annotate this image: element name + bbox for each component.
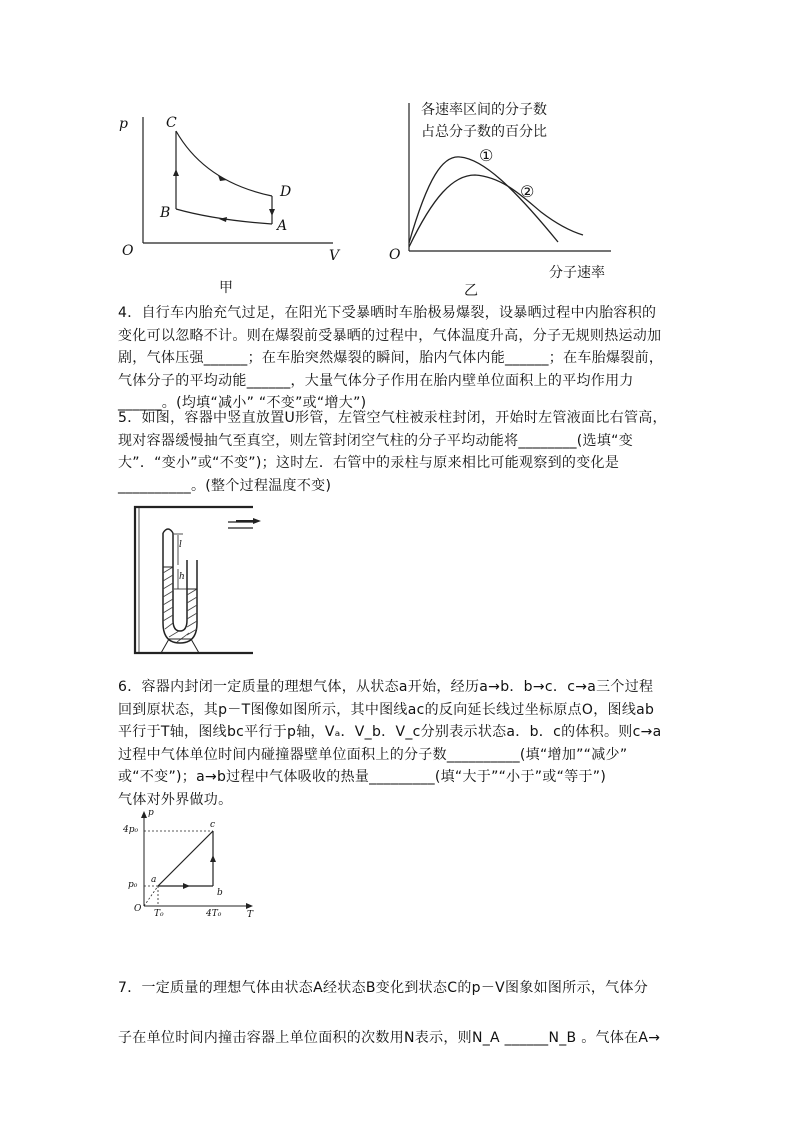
- stand: [161, 639, 199, 653]
- pt-arrow-bc: [210, 855, 216, 862]
- question-5: [118, 407, 698, 497]
- pt-p-label: p: [148, 808, 154, 818]
- jia-c-label: C: [166, 115, 177, 131]
- jia-v-label: V: [329, 248, 340, 264]
- q6-line: 回到原状态，其p－T图像如图所示，其中图线ac的反向延长线过坐标原点O，图线ab: [118, 701, 655, 718]
- q4-line: ______。(均填“减小” “不变”或“增大”): [118, 395, 367, 411]
- jia-p-label: p: [119, 116, 128, 132]
- dim-l-label: l: [179, 540, 182, 550]
- pt-plot: [120, 808, 265, 923]
- pt-b-label: b: [217, 888, 223, 898]
- q6-line: 过程中气体单位时间内碰撞器壁单位面积上的分子数__________(填“增加”“减少”: [118, 746, 628, 763]
- figure-jia-plot: [115, 112, 350, 292]
- u-tube-figure: [133, 505, 263, 655]
- pt-t0-label: T₀: [154, 909, 164, 919]
- question-6: [118, 676, 698, 811]
- q6-line: 或“不变”)；a→b过程中气体吸收的热量_________(填“大于”“小于”或“等于”): [118, 769, 607, 785]
- jia-path-ab: [176, 209, 272, 224]
- jia-arrow-da: [269, 209, 275, 216]
- q4-line: 变化可以忽略不计。则在爆裂前受暴晒的过程中，气体温度升高，分子无规则热运动加: [118, 327, 662, 344]
- jia-arrow-cd: [218, 175, 227, 181]
- pt-c-label: c: [210, 820, 216, 830]
- jia-d-label: D: [280, 184, 292, 200]
- yi-curve-2-label: ②: [520, 182, 535, 201]
- yi-caption: 乙: [464, 283, 478, 299]
- q4-line: 气体分子的平均动能______，大量气体分子作用在胎内壁单位面积上的平均作用力: [118, 372, 634, 389]
- jia-b-label: B: [160, 205, 171, 221]
- pt-p0-label: p₀: [128, 880, 138, 890]
- q7-line-1: 7．一定质量的理想气体由状态A经状态B变化到状态C的p－V图象如图所示，气体分: [118, 980, 649, 996]
- q6-line: 平行于T轴，图线bc平行于p轴，Vₐ．V_b．V_c分别表示状态a．b．c的体积。则c→a: [118, 724, 662, 740]
- pt-line-ca: [158, 831, 213, 886]
- pt-4t0-label: 4T₀: [206, 909, 222, 919]
- pt-p-arrow: [141, 811, 147, 818]
- jia-a-label: A: [277, 218, 288, 234]
- question-4: [118, 302, 698, 415]
- yi-o-label: O: [389, 247, 401, 263]
- pt-figure: [120, 808, 265, 923]
- q5-line: 现对容器缓慢抽气至真空，则左管封闭空气柱的分子平均动能将________(选填“变: [118, 432, 634, 449]
- yi-curve-1: [409, 157, 558, 243]
- yi-curve-2: [409, 175, 583, 247]
- q5-line: 5．如图，容器中竖直放置U形管，左管空气柱被汞柱封闭，开始时左管液面比右管高，: [118, 410, 667, 426]
- jia-path-cd: [176, 131, 272, 196]
- u-tube-top-cap: [163, 529, 173, 533]
- q6-line: 气体对外界做功。: [118, 791, 233, 808]
- yi-curve-1-label: ①: [479, 146, 494, 165]
- u-tube-drawing: [133, 505, 263, 655]
- jia-o-label: O: [122, 243, 134, 259]
- pt-t-arrow: [246, 903, 253, 909]
- yi-ylabel-2: 占总分子数的百分比: [421, 124, 547, 140]
- dim-h-label: h: [179, 572, 185, 582]
- q4-line: 剧，气体压强______；在车胎突然爆裂的瞬间，胎内气体内能______；在车胎爆裂前，: [118, 350, 664, 366]
- yi-xlabel: 分子速率: [549, 265, 605, 281]
- q5-line: 大”．“变小”或“不变”)；这时左．右管中的汞柱与原来相比可能观察到的变化是: [118, 455, 620, 471]
- pt-o-label: O: [134, 904, 142, 914]
- pt-a-label: a: [151, 875, 157, 885]
- q7-line-2: 子在单位时间内撞击容器上单位面积的次数用N表示，则N_A ______N_B 。气体在A→: [118, 1030, 661, 1046]
- pt-4p0-label: 4p₀: [123, 825, 139, 835]
- yi-ylabel-1: 各速率区间的分子数: [421, 102, 547, 118]
- jia-caption: 甲: [219, 280, 233, 296]
- q4-line: 4．自行车内胎充气过足，在阳光下受暴晒时车胎极易爆裂，设暴晒过程中内胎容积的: [118, 305, 657, 321]
- q5-line: __________。(整个过程温度不变): [118, 477, 332, 494]
- pt-dash-origin: [144, 886, 158, 906]
- pt-arrow-ab: [183, 883, 190, 889]
- pump-arrow-icon: [253, 518, 261, 524]
- figure-yi: [383, 97, 643, 297]
- jia-arrow-ab: [219, 217, 227, 222]
- question-7: [118, 963, 698, 1063]
- q6-line: 6．容器内封闭一定质量的理想气体，从状态a开始，经历a→b．b→c．c→a三个过程: [118, 679, 654, 695]
- figure-jia: [115, 112, 350, 296]
- jia-arrow-bc: [173, 169, 179, 176]
- pt-t-label: T: [247, 910, 254, 920]
